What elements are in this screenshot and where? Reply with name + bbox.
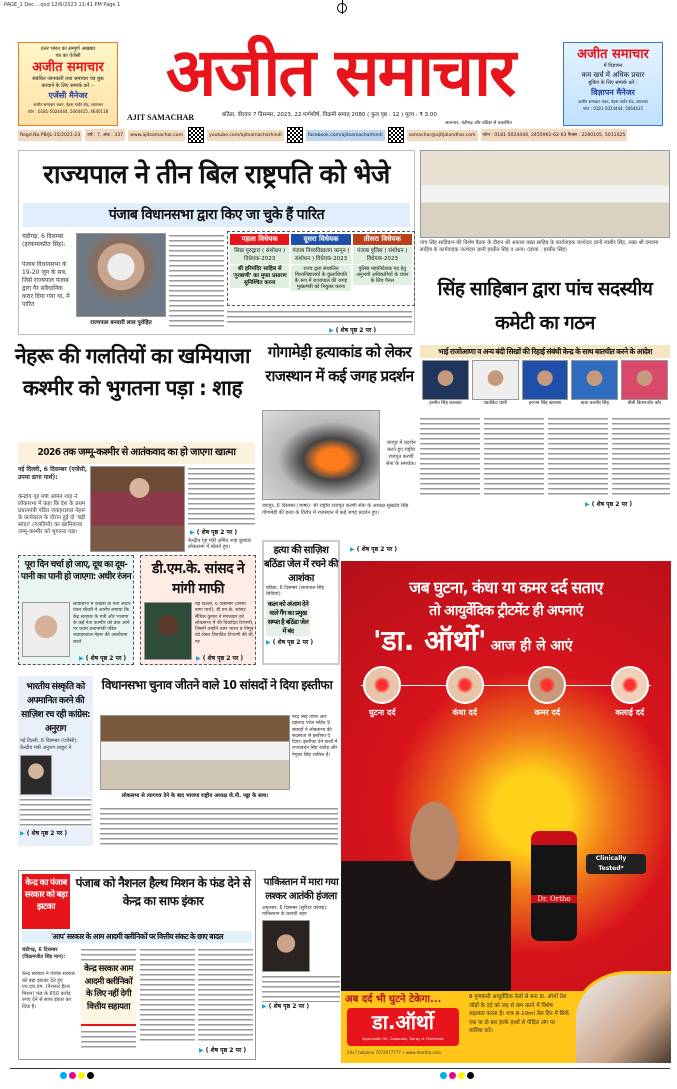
dmk-story: [140, 555, 256, 665]
pain-icons: [341, 666, 671, 718]
dateline: बठिंडा, वीरवार 7 दिसम्बर, 2023, 22 मार्गशीर्ष, विक्रमी सम्वत् 2080 ( कुल पृष्ठ : 12 ) मूल्य : ₹ 3.00: [222, 112, 437, 118]
color-registration-icon: [60, 1072, 94, 1079]
portrait: [522, 360, 569, 406]
ad-text: उत्तर भारत का सम्पूर्ण अखबार: [40, 46, 96, 52]
page-rule: [10, 1068, 670, 1069]
ad-line-2: तो आयुर्वेदिक ट्रीटमेंट ही अपनाएं: [429, 603, 583, 619]
facebook-link[interactable]: facebook.com/ajitsamacharhindi: [306, 130, 385, 141]
anurag-body: [20, 797, 91, 827]
anurag-dateline: नई दिल्ली, 6 दिसम्बर (एजेंसी): केन्द्रीय मंत्री अनुराग ठाकुर ने: [20, 738, 78, 751]
nhm-body-column: [81, 1029, 136, 1051]
dmk-headline: डी.एम.के. सांसद ने मांगी माफी: [151, 561, 245, 597]
bill-column: [353, 234, 412, 303]
ad-role: एजेंसी मैनेजर: [48, 91, 88, 100]
masthead-english-name: AJIT SAMACHAR: [127, 113, 195, 122]
ad-line-1: जब घुटना, कंधा या कमर दर्द सताए: [409, 578, 603, 597]
qr-code-icon: [388, 127, 404, 143]
nhm-dateline: चंडीगढ़, 6 दिसम्बर (विक्रमजीत सिंह मान):: [22, 947, 66, 960]
email-link[interactable]: samachar@ajitjalandhar.com: [407, 130, 478, 141]
sikh-headline: सिंह साहिबान द्वारा पांच सदस्यीय कमेटी का गठन: [437, 278, 653, 334]
masthead-title: अजीत समाचार: [165, 33, 515, 111]
nhm-body: केन्द्र सरकार ने पंजाब सरकार को बड़ा झटका देते हुए एन.एच.एम. (नैशनल हैल्थ मिशन) फंड के 650 करोड़ रुपए देने से साफ इंकार कर दिया है।: [22, 971, 76, 1010]
sikh-body: [420, 416, 670, 498]
agency-ad-box: [18, 42, 118, 126]
ad-brand: अजीत समाचार: [577, 47, 649, 62]
ad-text: अजीत समाचार भवन, नेहरू गार्डन रोड, जालन्धर: [33, 102, 103, 107]
ad-text: करवाने के लिए सम्पर्क करें :-: [41, 83, 95, 89]
pain-label: कमर दर्द: [534, 708, 560, 717]
nhm-body-column: [81, 947, 136, 961]
pain-label: कंधा दर्द: [452, 708, 477, 717]
continued-link[interactable]: ▶ ( शेष पृष्ठ 2 पर ): [199, 1046, 246, 1054]
continued-link[interactable]: ▶ ( शेष पृष्ठ 2 पर ): [18, 829, 93, 837]
conspiracy-headline: हत्या की साज़िश बठिंडा जेल में रचने की आशंका: [264, 545, 339, 584]
dmk-mp-photo: [144, 602, 192, 660]
portrait: [472, 360, 519, 406]
continued-link[interactable]: ▶ ( शेष पृष्ठ 2 पर ): [350, 545, 397, 553]
bill-label: दूसरा विधेयक: [291, 234, 350, 245]
conspiracy-pull-quote: कत्ल को अंजाम देने वाले गैंग का प्रमुख सम्पत है बठिंडा जेल में बंद: [267, 600, 309, 635]
pain-item-back: [528, 666, 566, 718]
continued-link[interactable]: ▶ ( शेष पृष्ठ 2 पर ): [329, 326, 376, 334]
portrait-name: बीबी किरणजोत कौर: [627, 401, 662, 406]
amit-shah-photo: [90, 466, 185, 552]
knee-icon: [363, 666, 401, 704]
mps-body: [100, 806, 338, 846]
phone-numbers: फोन : 0181-5024444, 2455961-62-63 फैक्स : 2280105, 5011025: [481, 129, 628, 141]
nehru-body: केन्द्रीय गृह मंत्री अमित शाह ने लोकसभा में कहा कि देश के प्रथम प्रधानमंत्री पंडित जवाहरलाल नेहरू के कार्यकाल के दौरान हुई दो 'बड़ी ब्लंडर' (गलतियों) का खामियाजा जम्मू-कश्मीर को भुगतना पड़ा।: [18, 494, 86, 535]
clinically-tested-badge: Clinically Tested*: [586, 854, 646, 874]
reg-number: Regd.No.PB/JL-15/2021-23: [18, 130, 82, 141]
nhm-subhead: 'आप' सरकार के आम आदमी क्लीनिकों पर वित्तीय संकट के छाए बादल: [22, 931, 252, 943]
ad-text: फोन : 0181-5024444, 5064415: [582, 106, 644, 111]
sikh-subhead: भाई राजोआणा व अन्य बंदी सिखों की रिहाई संबंधी केन्द्र के साथ बातचीत करने के आदेश: [420, 345, 670, 358]
youtube-link[interactable]: youtube.com/ajitsamacharhindi: [207, 130, 284, 141]
portrait: [571, 360, 618, 406]
lead-body: पंजाब विधानसभा के 19-20 जून के सत्र, जिसे राज्यपाल पंजाब द्वारा गैर संवैधानिक करार दिया गया था, में पारित: [22, 261, 70, 308]
pain-item-wrist: [611, 666, 649, 718]
lead-body-column: [169, 233, 224, 329]
nhm-story: [18, 870, 256, 1060]
oil-bottle: [531, 831, 577, 941]
ad-description: 8 गुणकारी आयुर्वेदिक तेलों से बना डा. ऑर्थो तेल जोड़ों के दर्द को जड़ से कम करने में विशेष सहायता करता है। मात्र 8-10ml तेल दिन में सिर्फ एक या दो बार हल्के हाथों से पीड़ित अंग पर मालिश करें।: [469, 994, 569, 1034]
pain-item-shoulder: [446, 666, 484, 718]
nhm-tag: केन्द्र का पंजाब सरकार को बड़ा झटका: [22, 874, 70, 929]
photo-caption: राज्यपाल बनवारी लाल पुरोहित: [76, 318, 166, 326]
lead-dateline: चंडीगढ़, 6 दिसम्बर (हरकमलप्रीत सिंह):: [22, 233, 66, 248]
bill-note: राज्य द्वारा संचालित विश्वविद्यालयों के कुलाधिपति के रूप में राज्यपाल की जगह मुख्यमंत्री को नियुक्त करना: [291, 265, 350, 291]
issue-number: वर्ष : 7, अंक : 337: [85, 129, 125, 141]
nehru-headline: नेहरू की गलतियों का खमियाजा कश्मीर को भुगतना पड़ा : शाह: [15, 344, 250, 400]
ad-tagline: अब दर्द भी घुटने टेकेगा...: [345, 994, 442, 1005]
portraits-row: [422, 360, 668, 406]
portrait-name: बाबा बलबीर सिंह: [580, 401, 609, 406]
advert-manager-box: [563, 42, 663, 126]
anurag-photo: [20, 755, 52, 795]
nehru-body-column: [188, 466, 255, 526]
bill-label: तीसरा विधेयक: [353, 234, 412, 245]
wrist-icon: [611, 666, 649, 704]
lead-subhead: पंजाब विधानसभा द्वारा किए जा चुके हैं पारित: [23, 203, 410, 227]
ad-text: अजीत समाचार भवन, नेहरू गार्डन रोड, जालन्धर: [578, 99, 648, 104]
ad-cta: आज ही ले आएं: [490, 638, 573, 654]
adhir-body: लोकसभा में कांग्रेस के नेता अधीर रंजन चौधरी ने आरोप लगाया कि केंद्र सरकार के मंत्री और भाजपा के कई नेता कश्मीर को बात आने पर प्रथम प्रधानमंत्री पंडित जवाहरलाल नेहरू की आलोचना करते: [73, 602, 131, 645]
lead-headline: राज्यपाल ने तीन बिल राष्ट्रपति को भेजे: [43, 160, 390, 190]
bills-table: [227, 231, 415, 306]
ad-text: कम खर्च में अधिक प्रचार: [581, 71, 645, 79]
registration-mark-icon: [333, 0, 353, 14]
portrait-name: एडवोकेट धामी: [483, 401, 507, 406]
ambassador-photo: [341, 791, 511, 991]
bill-column: [291, 234, 350, 303]
bill-note: पुलिस महानिदेशक पद हेतु अनुभवी अधिकारियों के चयन के लिए पैनल: [353, 265, 412, 285]
ad-brand: अजीत समाचार: [32, 60, 104, 75]
registration-bar: [18, 128, 663, 142]
ad-role: विज्ञापन मैनेजर: [591, 88, 635, 97]
continued-link[interactable]: ▶ ( शेष पृष्ठ 2 पर ): [264, 638, 338, 646]
ad-text: बुकिंग के लिए सम्पर्क करें :: [588, 80, 638, 86]
dr-ortho-advertisement[interactable]: [341, 561, 671, 1063]
nhm-body-column: [140, 947, 253, 1043]
bill-label: पहला विधेयक: [230, 234, 289, 245]
adhir-headline: पूरा दिन चर्चा हो जाए, दूध का दूध-पानी का पानी हो जाएगा: अधीर रंजन: [20, 560, 132, 582]
nhm-pull-quote: केन्द्र सरकार आम आदमी क्लीनिकों के लिए नहीं देगी वित्तीय सहायता: [81, 963, 136, 1026]
bill-column: [230, 234, 289, 303]
nehru-dateline: नई दिल्ली, 6 दिसम्बर (एजेंसी, उपमा डागा पार्थ):: [18, 466, 88, 481]
lead-story: [18, 150, 415, 335]
color-registration-icon: [440, 1072, 474, 1079]
ad-contact: 24x7 helpline 7072077777 • www.drortho.com: [347, 1050, 441, 1055]
photo-caption: केन्द्रीय गृह मंत्री अमित शाह बुधवार लोकसभा में बोलते हुए।: [188, 538, 252, 550]
portrait-name: हरमीत सिंह कालका: [429, 401, 462, 406]
lead-body-bottom: [227, 309, 412, 325]
qr-code-icon: [287, 127, 303, 143]
mps-side-body: नरेंद्र सिंह तोमर और प्रहलाद पटेल सहित 9 सांसदों ने लोकसभा की सदस्यता से इस्तीफा दे दिया। इस्तीफा देने वालों में राज्यवर्धन सिंह राठौड़ और रेणुका सिंह शामिल हैं।: [292, 715, 338, 758]
pakistan-story: [262, 870, 340, 1060]
pakistan-dateline: अमृतसर, 6 दिसम्बर (सुरिंदर कोछड़): पाकिस्तान के कराची शहर: [262, 906, 328, 917]
ad-text: पत्र का ऐजेंसी: [55, 53, 81, 59]
ad-brand: 'डा. ऑर्थो': [373, 624, 487, 657]
print-slug: PAGE_1 Dec ...qxd 12/6/2023 11:41 PM Page 1: [4, 2, 121, 8]
adhir-story: [18, 555, 134, 665]
bill-note: श्री हरिमंदिर साहिब से 'गुरबाणी' का मुफ्त प्रसारण सुनिश्चित करना: [230, 265, 289, 288]
bill-name: सिख गुरुद्वारा ( संशोधन ) विधेयक-2023: [230, 246, 289, 264]
knee-massage-photo: [573, 971, 671, 1063]
gogamedi-headline: गोगामेड़ी हत्याकांड को लेकर राजस्थान में कई जगह प्रदर्शन: [265, 343, 414, 385]
bill-name: पंजाब पुलिस ( संशोधन ) विधेयक-2023: [353, 246, 412, 264]
ad-logo-text: डा.ऑर्थो: [372, 1010, 434, 1034]
governor-photo: [76, 233, 166, 317]
mps-group-photo: [100, 715, 290, 790]
hanzla-photo: [262, 920, 310, 972]
dmk-body: नई दिल्ली, 6 दिसम्बर (उपमा डागा पार्थ): डी.एम.के. सांसद सैंथिल कुमार ने मंगलवार को लोकसभा में की विवादित टिप्पणी, जिसमें उन्होंने उत्तर भारत व गोमूत्र को लेकर विवादित टिप्पणी की थी, पर: [195, 602, 255, 645]
continued-link[interactable]: ▶ ( शेष पृष्ठ 2 पर ): [585, 500, 632, 508]
pain-label: घुटना दर्द: [368, 708, 396, 717]
website-link[interactable]: www.ajitsamachar.com: [128, 130, 185, 141]
bottle-label: Dr. Ortho: [531, 895, 577, 903]
nhm-headline: पंजाब को नैशनल हैल्थ मिशन के फंड देने से केन्द्र का साफ इंकार: [75, 876, 251, 908]
pakistan-body: [262, 974, 340, 1002]
adhir-photo: [22, 602, 70, 657]
ad-text: फोन : 0181-5024444, 5064415, 4640118: [27, 109, 109, 114]
photo-caption: जयपुर में प्रदर्शन करते हुए राष्ट्रीय राजपूत करणी सेना के समर्थक।: [386, 440, 416, 467]
ad-brand-line: [373, 621, 572, 661]
mps-headline: विधानसभा चुनाव जीतने वाले 10 सांसदों ने दिया इस्तीफा: [101, 678, 333, 692]
ad-logo-sub: Ayurvedic Oil, Capsules, Spray & Ointment: [362, 1036, 444, 1041]
pain-label: कलाई दर्द: [615, 708, 645, 717]
gogamedi-body: जयपुर, 6 दिसम्बर (भाषा): श्री राष्ट्रीय राजपूत करणी सेना के अध्यक्ष सुखदेव सिंह गोगामेड़ी की हत्या के विरोध में राजस्थान में कई जगह प्रदर्शन हुए।: [262, 503, 409, 516]
conspiracy-dateline: बठिंडा, 6 दिसम्बर (सत्यपाल सिंह सिवियां):: [266, 586, 325, 597]
editions: जालन्धर, चंडीगढ़ और बठिंडा से प्रकाशित: [445, 121, 512, 126]
protest-photo: [262, 410, 380, 500]
continued-link[interactable]: ▶ ( शेष पृष्ठ 2 पर ): [190, 528, 237, 536]
ad-logo: [347, 1008, 459, 1046]
nehru-subhead: 2026 तक जम्मू-कश्मीर से आतंकवाद का हो जाएगा खात्मा: [18, 442, 255, 464]
anurag-headline: भारतीय संस्कृति को अपमानित करने की साज़िश रच रही कांग्रेस: अनुराग: [21, 682, 90, 734]
photo-caption: लोकसभा से त्यागपत्र देने के बाद भाजपा राष्ट्रीय अध्यक्ष जे.पी. नड्डा के साथ।: [121, 793, 269, 799]
back-icon: [528, 666, 566, 704]
ad-text: में विज्ञापन: [603, 63, 623, 69]
qr-code-icon: [188, 127, 204, 143]
continued-link[interactable]: ▶ ( शेष पृष्ठ 2 पर ): [79, 654, 126, 662]
pain-item-knee: [363, 666, 401, 718]
sikh-meeting-photo: [420, 150, 670, 238]
bill-name: पंजाब विश्वविद्यालय कानून ( संशोधन ) विधेयक-2023: [292, 248, 350, 262]
conspiracy-story: [262, 540, 340, 665]
shoulder-icon: [446, 666, 484, 704]
portrait: [422, 360, 469, 406]
pakistan-headline: पाकिस्तान में मारा गया लश्कर आतंकी हंजला: [263, 877, 339, 902]
portrait: [621, 360, 668, 406]
photo-caption: पांच सिंह साहिबान की विशेष बैठक के दौरान श्री अकाल तख्त साहिब के कार्यवाहक जत्थेदार ज्ञानी रघबीर सिंह, तख्त श्री दमदमा साहिब के कार्यवाहक जत्थेदार ज्ञानी हरप्रीत सिंह व अन्य। (छाया : हरप्रीत सिंह): [420, 240, 659, 253]
anurag-story: [18, 676, 93, 846]
portrait-name: हरनाम सिंह खालसा: [528, 401, 562, 406]
ad-text: संबंधित जानकारी तथा समाचार पत्र बुक: [32, 76, 104, 82]
continued-link[interactable]: ▶ ( शेष पृष्ठ 2 पर ): [196, 654, 243, 662]
continued-link[interactable]: ▶ ( शेष पृष्ठ 2 पर ): [262, 1002, 340, 1010]
